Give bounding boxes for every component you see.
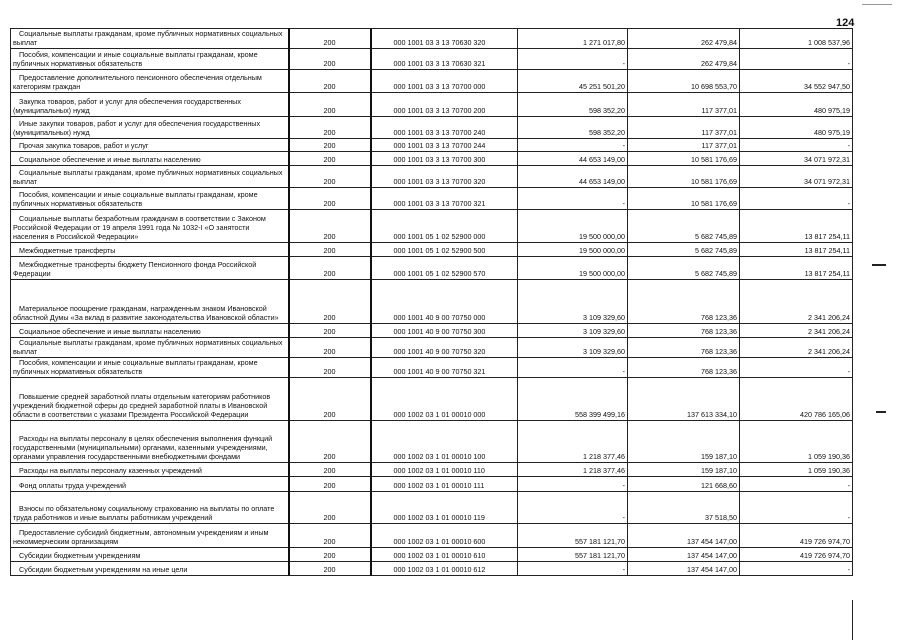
executed-amount: 768 123,36	[628, 338, 740, 358]
line-code: 200	[289, 166, 371, 188]
table-row	[11, 338, 853, 358]
executed-amount: 137 454 147,00	[628, 524, 740, 548]
budget-code: 000 1001 03 3 13 70700 200	[371, 93, 518, 117]
approved-amount: 19 500 000,00	[518, 257, 628, 280]
unexecuted-amount: 419 726 974,70	[740, 524, 853, 548]
row-name: Расходы на выплаты персоналу казенных учреждений	[11, 463, 289, 477]
unexecuted-amount: -	[740, 139, 853, 152]
row-name: Прочая закупка товаров, работ и услуг	[11, 139, 289, 152]
table-row	[11, 280, 853, 324]
approved-amount: -	[518, 562, 628, 576]
table-row	[11, 117, 853, 139]
row-name: Социальные выплаты гражданам, кроме публичных нормативных социальных выплат	[11, 166, 289, 188]
table-row	[11, 243, 853, 257]
row-name: Субсидии бюджетным учреждениям	[11, 548, 289, 562]
table-row	[11, 257, 853, 280]
budget-code: 000 1002 03 1 01 00010 612	[371, 562, 518, 576]
approved-amount: -	[518, 49, 628, 70]
table-row	[11, 562, 853, 576]
executed-amount: 159 187,10	[628, 421, 740, 463]
budget-code: 000 1002 03 1 01 00010 110	[371, 463, 518, 477]
line-code: 200	[289, 463, 371, 477]
row-name: Иные закупки товаров, работ и услуг для обеспечения государственных (муниципальных) нужд	[11, 117, 289, 139]
executed-amount: 117 377,01	[628, 117, 740, 139]
scan-mark	[872, 264, 886, 266]
executed-amount: 768 123,36	[628, 324, 740, 338]
approved-amount: -	[518, 358, 628, 378]
unexecuted-amount: 34 071 972,31	[740, 166, 853, 188]
unexecuted-amount: 1 008 537,96	[740, 29, 853, 49]
executed-amount: 5 682 745,89	[628, 257, 740, 280]
budget-code: 000 1002 03 1 01 00010 100	[371, 421, 518, 463]
executed-amount: 37 518,50	[628, 492, 740, 524]
executed-amount: 159 187,10	[628, 463, 740, 477]
approved-amount: 3 109 329,60	[518, 324, 628, 338]
approved-amount: 44 653 149,00	[518, 152, 628, 166]
unexecuted-amount: 1 059 190,36	[740, 421, 853, 463]
table-row	[11, 210, 853, 243]
budget-code: 000 1001 03 3 13 70700 244	[371, 139, 518, 152]
line-code: 200	[289, 358, 371, 378]
approved-amount: 1 218 377,46	[518, 421, 628, 463]
executed-amount: 10 698 553,70	[628, 70, 740, 93]
unexecuted-amount: 480 975,19	[740, 93, 853, 117]
row-name: Предоставление субсидий бюджетным, автономным учреждениям и иным некоммерческим организациям	[11, 524, 289, 548]
row-name: Закупка товаров, работ и услуг для обеспечения государственных (муниципальных) нужд	[11, 93, 289, 117]
unexecuted-amount: 2 341 206,24	[740, 338, 853, 358]
budget-code: 000 1002 03 1 01 00010 000	[371, 378, 518, 421]
executed-amount: 5 682 745,89	[628, 210, 740, 243]
budget-code: 000 1001 05 1 02 52900 570	[371, 257, 518, 280]
row-name: Пособия, компенсации и иные социальные выплаты гражданам, кроме публичных нормативных обязательств	[11, 49, 289, 70]
table-row	[11, 463, 853, 477]
executed-amount: 768 123,36	[628, 280, 740, 324]
line-code: 200	[289, 477, 371, 492]
budget-code: 000 1001 40 9 00 70750 000	[371, 280, 518, 324]
row-name: Пособия, компенсации и иные социальные выплаты гражданам, кроме публичных нормативных обязательств	[11, 358, 289, 378]
table-row	[11, 524, 853, 548]
line-code: 200	[289, 93, 371, 117]
line-code: 200	[289, 139, 371, 152]
table-row	[11, 139, 853, 152]
row-name: Взносы по обязательному социальному страхованию на выплаты по оплате труда работников и иные выплаты работникам учреждений	[11, 492, 289, 524]
approved-amount: 3 109 329,60	[518, 280, 628, 324]
budget-code: 000 1001 03 3 13 70700 321	[371, 188, 518, 210]
approved-amount: 557 181 121,70	[518, 548, 628, 562]
budget-code: 000 1002 03 1 01 00010 111	[371, 477, 518, 492]
unexecuted-amount: 2 341 206,24	[740, 324, 853, 338]
table-row	[11, 49, 853, 70]
scan-mark	[876, 411, 886, 413]
row-name: Повышение средней заработной платы отдельным категориям работников учреждений бюджетной сферы до средней заработной платы в Ивановской области в соответствии с указами Президента Российской Федерации	[11, 378, 289, 421]
table-row	[11, 421, 853, 463]
row-name: Расходы на выплаты персоналу в целях обеспечения выполнения функций государственными (муниципальными) органами, казенными учреждениями, органами управления государственными внебюджетными фондами	[11, 421, 289, 463]
unexecuted-amount: -	[740, 358, 853, 378]
unexecuted-amount: -	[740, 492, 853, 524]
unexecuted-amount: -	[740, 188, 853, 210]
budget-code: 000 1001 03 3 13 70630 320	[371, 29, 518, 49]
executed-amount: 262 479,84	[628, 49, 740, 70]
budget-code: 000 1001 03 3 13 70700 320	[371, 166, 518, 188]
table-row	[11, 152, 853, 166]
line-code: 200	[289, 152, 371, 166]
row-name: Социальные выплаты гражданам, кроме публичных нормативных социальных выплат	[11, 29, 289, 49]
approved-amount: 19 500 000,00	[518, 243, 628, 257]
table-row	[11, 166, 853, 188]
approved-amount: -	[518, 139, 628, 152]
unexecuted-amount: 480 975,19	[740, 117, 853, 139]
approved-amount: 3 109 329,60	[518, 338, 628, 358]
line-code: 200	[289, 280, 371, 324]
table-row	[11, 93, 853, 117]
line-code: 200	[289, 29, 371, 49]
executed-amount: 768 123,36	[628, 358, 740, 378]
approved-amount: -	[518, 188, 628, 210]
unexecuted-amount: 34 552 947,50	[740, 70, 853, 93]
executed-amount: 5 682 745,89	[628, 243, 740, 257]
budget-code: 000 1001 40 9 00 70750 300	[371, 324, 518, 338]
executed-amount: 262 479,84	[628, 29, 740, 49]
unexecuted-amount: 2 341 206,24	[740, 280, 853, 324]
line-code: 200	[289, 117, 371, 139]
line-code: 200	[289, 188, 371, 210]
executed-amount: 10 581 176,69	[628, 166, 740, 188]
budget-code: 000 1002 03 1 01 00010 610	[371, 548, 518, 562]
approved-amount: -	[518, 492, 628, 524]
executed-amount: 121 668,60	[628, 477, 740, 492]
row-name: Предоставление дополнительного пенсионного обеспечения отдельным категориям граждан	[11, 70, 289, 93]
unexecuted-amount: 1 059 190,36	[740, 463, 853, 477]
line-code: 200	[289, 562, 371, 576]
table-row	[11, 548, 853, 562]
row-name: Межбюджетные трансферты	[11, 243, 289, 257]
unexecuted-amount: 13 817 254,11	[740, 243, 853, 257]
executed-amount: 137 454 147,00	[628, 548, 740, 562]
executed-amount: 117 377,01	[628, 93, 740, 117]
unexecuted-amount: -	[740, 562, 853, 576]
line-code: 200	[289, 492, 371, 524]
scan-edge-line	[852, 600, 853, 640]
table-row	[11, 358, 853, 378]
budget-code: 000 1001 03 3 13 70700 240	[371, 117, 518, 139]
table-row	[11, 477, 853, 492]
budget-code: 000 1001 05 1 02 52900 000	[371, 210, 518, 243]
budget-code: 000 1001 03 3 13 70630 321	[371, 49, 518, 70]
row-name: Социальное обеспечение и иные выплаты населению	[11, 324, 289, 338]
line-code: 200	[289, 243, 371, 257]
table-row	[11, 70, 853, 93]
approved-amount: 598 352,20	[518, 117, 628, 139]
unexecuted-amount: 34 071 972,31	[740, 152, 853, 166]
approved-amount: 44 653 149,00	[518, 166, 628, 188]
scan-edge-line	[862, 4, 892, 5]
row-name: Фонд оплаты труда учреждений	[11, 477, 289, 492]
budget-code: 000 1002 03 1 01 00010 119	[371, 492, 518, 524]
approved-amount: 45 251 501,20	[518, 70, 628, 93]
unexecuted-amount: -	[740, 49, 853, 70]
budget-code: 000 1001 03 3 13 70700 300	[371, 152, 518, 166]
line-code: 200	[289, 70, 371, 93]
line-code: 200	[289, 210, 371, 243]
line-code: 200	[289, 378, 371, 421]
approved-amount: 1 218 377,46	[518, 463, 628, 477]
line-code: 200	[289, 49, 371, 70]
unexecuted-amount: -	[740, 477, 853, 492]
line-code: 200	[289, 548, 371, 562]
row-name: Социальные выплаты безработным гражданам в соответствии с Законом Российской Федерации от 19 апреля 1991 года № 1032-I «О занятости населения в Российской Федерации»	[11, 210, 289, 243]
budget-code: 000 1001 05 1 02 52900 500	[371, 243, 518, 257]
table-row	[11, 324, 853, 338]
line-code: 200	[289, 338, 371, 358]
unexecuted-amount: 13 817 254,11	[740, 210, 853, 243]
line-code: 200	[289, 421, 371, 463]
page-number: 124	[836, 17, 855, 29]
budget-code: 000 1001 40 9 00 70750 320	[371, 338, 518, 358]
budget-code: 000 1001 03 3 13 70700 000	[371, 70, 518, 93]
approved-amount: 557 181 121,70	[518, 524, 628, 548]
row-name: Пособия, компенсации и иные социальные выплаты гражданам, кроме публичных нормативных обязательств	[11, 188, 289, 210]
row-name: Социальные выплаты гражданам, кроме публичных нормативных социальных выплат	[11, 338, 289, 358]
table-row	[11, 378, 853, 421]
executed-amount: 117 377,01	[628, 139, 740, 152]
row-name: Материальное поощрение гражданам, награжденным знаком Ивановской областной Думы «За вклад в развитие законодательства Ивановской области»	[11, 280, 289, 324]
executed-amount: 10 581 176,69	[628, 188, 740, 210]
approved-amount: 598 352,20	[518, 93, 628, 117]
table-row	[11, 188, 853, 210]
approved-amount: 1 271 017,80	[518, 29, 628, 49]
unexecuted-amount: 419 726 974,70	[740, 548, 853, 562]
row-name: Социальное обеспечение и иные выплаты населению	[11, 152, 289, 166]
row-name: Субсидии бюджетным учреждениям на иные цели	[11, 562, 289, 576]
approved-amount: 19 500 000,00	[518, 210, 628, 243]
budget-code: 000 1002 03 1 01 00010 600	[371, 524, 518, 548]
line-code: 200	[289, 524, 371, 548]
table-row	[11, 492, 853, 524]
unexecuted-amount: 13 817 254,11	[740, 257, 853, 280]
unexecuted-amount: 420 786 165,06	[740, 378, 853, 421]
line-code: 200	[289, 257, 371, 280]
executed-amount: 137 613 334,10	[628, 378, 740, 421]
budget-execution-table	[10, 28, 853, 576]
approved-amount: -	[518, 477, 628, 492]
budget-code: 000 1001 40 9 00 70750 321	[371, 358, 518, 378]
row-name: Межбюджетные трансферты бюджету Пенсионного фонда Российской Федерации	[11, 257, 289, 280]
executed-amount: 10 581 176,69	[628, 152, 740, 166]
executed-amount: 137 454 147,00	[628, 562, 740, 576]
line-code: 200	[289, 324, 371, 338]
table-row	[11, 29, 853, 49]
approved-amount: 558 399 499,16	[518, 378, 628, 421]
